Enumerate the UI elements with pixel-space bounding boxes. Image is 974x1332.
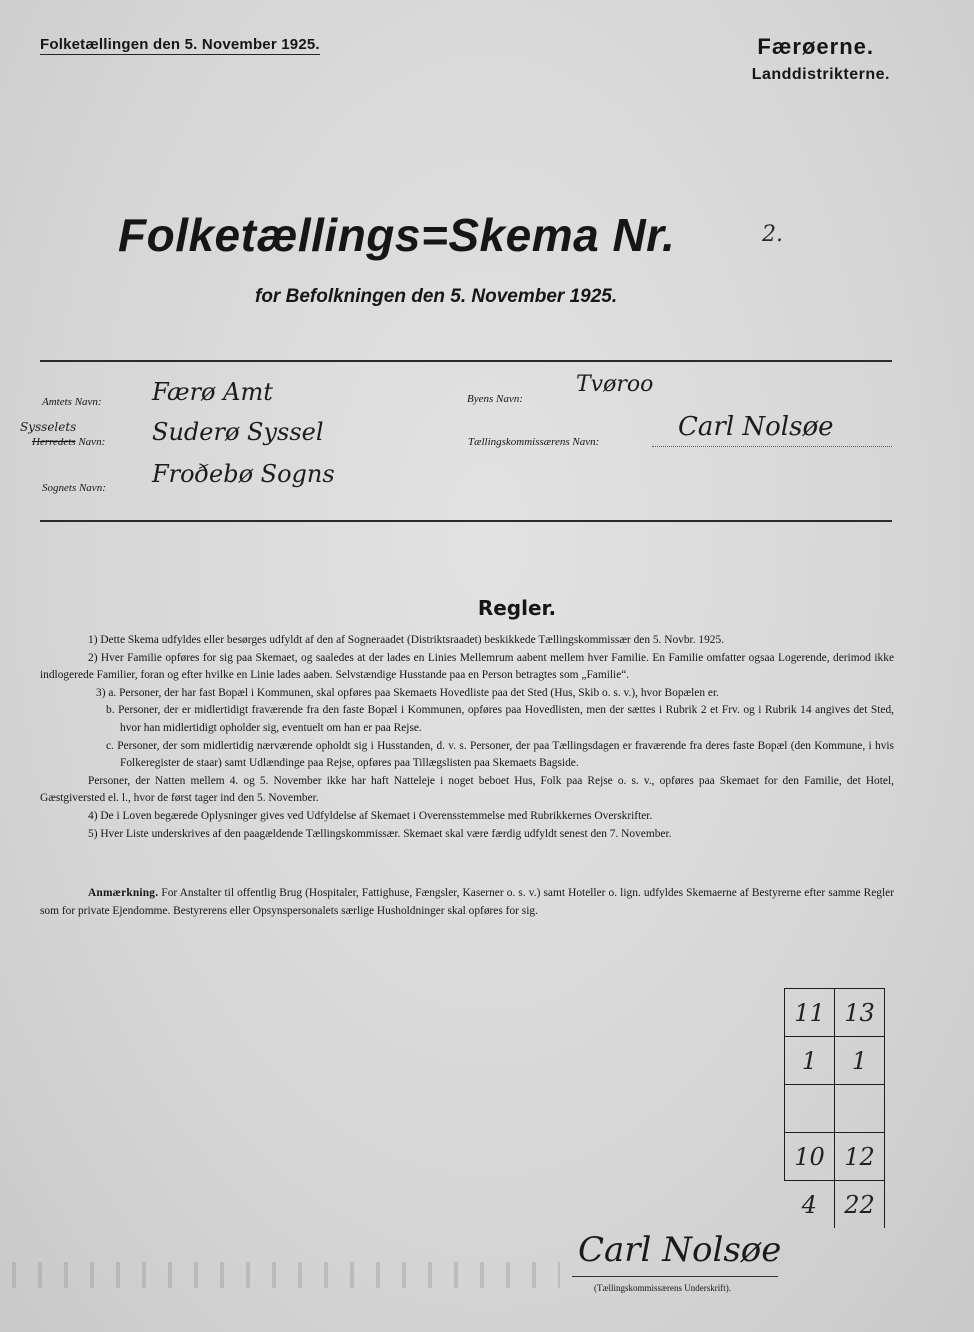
form-number-handwritten: 2. — [762, 222, 783, 247]
tally-cell: 12 — [835, 1133, 885, 1181]
amt-label: Amtets Navn: — [42, 396, 102, 408]
rule-2: 2) Hver Familie opføres for sig paa Skemaet, og saaledes at der lades en Linies Mellemrum aabent mellem hver Familie. En Familie omfatter ogsaa Logerende, derimod ikke indlogerede Familier, foran og efter hvilke en Linie lades aaben. Selvstændige Husstande paa en Person betragtes som „Familie“. — [40, 651, 894, 682]
rule-3a: 3) a. Personer, der har fast Bopæl i Kommunen, skal opføres paa Skemaets Hovedliste paa det Sted (Hus, Skib o. s. v.), hvor Bopælen er. — [96, 686, 719, 699]
tally-row — [785, 1181, 885, 1229]
tally-row — [785, 989, 885, 1037]
kommissaer-dotted-line — [652, 446, 892, 447]
tally-cell: 4 — [785, 1181, 835, 1229]
sogn-label: Sognets Navn: — [42, 482, 106, 494]
form-subtitle: for Befolkningen den 5. November 1925. — [255, 286, 618, 307]
tally-cell: 1 — [785, 1037, 835, 1085]
tally-cell: 22 — [835, 1181, 885, 1229]
rules-heading: Regler. — [477, 596, 557, 620]
bottom-rule — [40, 520, 892, 522]
tally-row — [785, 1037, 885, 1085]
tally-box — [784, 988, 885, 1228]
by-value: Tvøroo — [576, 372, 654, 397]
herred-label-struck: Herredets — [32, 436, 76, 448]
rule-4: 4) De i Loven begærede Oplysninger gives ved Udfyldelse af Skemaet i Overensstemmelse med Rubrikkernes Overskrifter. — [88, 809, 653, 822]
rule-night: Personer, der Natten mellem 4. og 5. November ikke har haft Natteleje i noget beboet Hus, Folk paa Rejse o. s. v., opføres paa Skemaet for den Familie, det Hotel, Gæstgiversted el. l., hvor de først tager ind den 5. November. — [40, 774, 894, 805]
tally-row — [785, 1133, 885, 1181]
rule-3c: c. Personer, der som midlertidig nærværende opholdt sig i Husstanden, d. v. s. Personer, der paa Tællingsdagen er fraværende fra deres faste Bopæl (den Kommune, i hvis Folkeregister de staar) samt Udlændinge paa Rejse, opføres paa Tillægslisten paa Skemaets Bagside. — [106, 739, 894, 770]
signature-caption: (Tællingskommissærens Underskrift). — [594, 1283, 731, 1293]
census-header-line: Folketællingen den 5. November 1925. — [40, 36, 320, 53]
tally-row — [785, 1085, 885, 1133]
sogn-value: Froðebø Sogns — [152, 460, 335, 488]
rule-5: 5) Hver Liste underskrives af den paagældende Tællingskommissær. Skemaet skal være færdig udfyldt senest den 7. November. — [88, 827, 672, 840]
kommissaer-label: Tællingskommissærens Navn: — [468, 436, 600, 448]
tally-cell: 13 — [835, 989, 885, 1037]
signature-line — [572, 1276, 778, 1277]
tally-cell — [785, 1085, 835, 1133]
bleed-through-text — [0, 1262, 560, 1288]
herred-value: Suderø Syssel — [152, 418, 324, 446]
signature-handwritten: Carl Nolsøe — [578, 1230, 782, 1270]
top-rule — [40, 360, 892, 362]
herred-label — [32, 436, 105, 448]
note-paragraph — [40, 884, 894, 920]
tally-cell: 1 — [835, 1037, 885, 1085]
tally-cell: 10 — [785, 1133, 835, 1181]
amt-value: Færø Amt — [152, 378, 273, 406]
rules-list — [40, 632, 894, 843]
herred-label-suffix: Navn: — [78, 436, 106, 448]
kommissaer-value: Carl Nolsøe — [678, 412, 834, 442]
by-label: Byens Navn: — [467, 393, 523, 405]
tally-cell — [835, 1085, 885, 1133]
region-label: Færøerne. — [757, 34, 874, 59]
herred-handwritten-prefix: Sysselets — [20, 420, 77, 434]
note-text: For Anstalter til offentlig Brug (Hospitaler, Fattighuse, Fængsler, Kaserner o. s. v.) samt Hoteller o. lign. udfyldes Skemaerne af Bestyrerne efter samme Regler som for private Ejendomme. Bestyrerens eller Opsynspersonalets særlige Husholdninger skal opføres for sig. — [40, 887, 894, 917]
form-title: Folketællings=Skema Nr. — [118, 209, 676, 261]
district-type-label: Landdistrikterne. — [751, 66, 890, 83]
tally-cell: 11 — [785, 989, 835, 1037]
rule-3b: b. Personer, der er midlertidigt fraværende fra den faste Bopæl i Kommunen, opføres paa Hovedlisten, men der sættes i Rubrik 2 et Frv. og i Rubrik 14 angives det Sted, hvor han midlertidigt opholder sig, eventuelt om han er paa Rejse. — [106, 704, 894, 734]
rule-1: 1) Dette Skema udfyldes eller besørges udfyldt af den af Sogneraadet (Distriktsraadet) beskikkede Tællingskommissær den 5. Novbr. 1925. — [88, 634, 725, 646]
note-label: Anmærkning. — [88, 887, 159, 899]
